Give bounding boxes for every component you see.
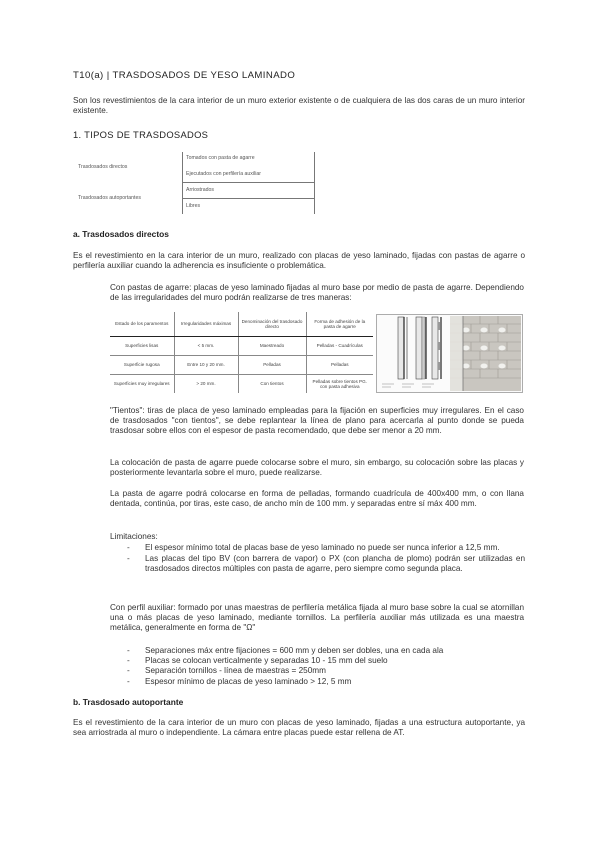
list-item	[127, 656, 525, 666]
list-item-text: El espesor mínimo total de placas base de yeso laminado no puede ser nunca inferior a 12,5 mm.	[145, 543, 500, 552]
table-cell: Pelladas - Cuadrículas	[306, 337, 373, 356]
list-item	[127, 543, 525, 553]
table-row	[110, 337, 373, 356]
table-cell: Maestreado	[238, 337, 306, 356]
list-item-text: Espesor mínimo de placas de yeso laminado > 12, 5 mm	[145, 676, 352, 686]
diagram-label-directos: Trasdosados directos	[78, 164, 128, 170]
diagram-vertical-rule-left	[182, 152, 183, 214]
table-row	[110, 375, 373, 394]
list-item	[127, 646, 525, 656]
table-cell: Pelladas sobre tientos PG. con pasta adhesiva	[312, 378, 367, 389]
dash-bullet: -	[127, 666, 130, 676]
directos-paragraph: Es el revestimiento en la cara interior de un muro, realizado con placas de yeso laminado, fijadas con pastas de agarre o perfilería auxiliar cuando la adherencia es insuficiente o problemática.	[73, 251, 525, 271]
pelladas-paragraph: La pasta de agarre podrá colocarse en forma de pelladas, formando cuadrícula de 400x400 mm, o con llana dentada, continúa, por tiras, este caso, de ancho mín de 100 mm. y separadas entre sí máx 400 mm.	[110, 489, 524, 509]
list-item-text: Las placas del tipo BV (con barrera de vapor) o PX (con plancha de plomo) podrán ser utilizadas en trasdosados directos múltiples con pasta de agarre, pero siempre como segunda placa.	[145, 554, 525, 574]
table-header-cell: Estado de los paramentos	[110, 312, 174, 337]
list-item-text: Separaciones máx entre fijaciones = 600 mm y deben ser dobles, una en cada ala	[145, 646, 444, 655]
diagram-vertical-rule-right	[314, 152, 315, 214]
diagram-divider-lower	[182, 198, 314, 199]
list-item-text: Separación tornillos - línea de maestras = 250mm	[145, 666, 326, 676]
diagram-label-perfileria: Ejecutados con perfilería auxiliar	[186, 171, 261, 177]
table-row	[110, 356, 373, 375]
trasdosado-illustration	[376, 314, 523, 393]
autoportante-paragraph: Es el revestimiento de la cara interior de un muro con placas de yeso laminado, fijadas a una estructura autoportante, ya sea arriostrada al muro o independiente. La cámara entre placas puede estar rellena de AT.	[73, 718, 525, 738]
tientos-paragraph: "Tientos": tiras de placa de yeso laminado empleadas para la fijación en superficies muy irregulares. En el caso de trasdosados "con tientos", se debe replantear la línea de plano para acercarla al punto donde se pueda trasdosar sobre ellos con el espesor de pasta recomendado, que debe ser menor a 20 mm.	[110, 406, 524, 436]
limitaciones-list	[127, 543, 525, 575]
diagram-label-autoportantes: Trasdosados autoportantes	[78, 195, 141, 201]
dash-bullet: -	[127, 554, 130, 564]
intro-paragraph: Son los revestimientos de la cara interior de un muro exterior existente o de cualquiera de las dos caras de un muro interior existente.	[73, 96, 525, 116]
diagram-label-arriostrados: Arriostrados	[186, 187, 214, 193]
table-header-cell: Irregularidades máximas	[174, 312, 238, 337]
subsection-heading-directos: a. Trasdosados directos	[73, 229, 169, 239]
diagram-label-libres: Libres	[186, 203, 201, 209]
dash-bullet: -	[127, 646, 130, 655]
table-cell: Pelladas	[306, 356, 373, 375]
dash-bullet: -	[127, 543, 130, 552]
table-cell: < 5 mm.	[174, 337, 238, 356]
table-cell: Entre 10 y 20 mm.	[174, 356, 238, 375]
table-cell: Con tientos	[238, 375, 306, 394]
page-title: T10(a) | TRASDOSADOS DE YESO LAMINADO	[73, 70, 296, 81]
brick-wall-photo	[450, 316, 521, 391]
dash-bullet: -	[127, 656, 130, 666]
colocacion-paragraph: La colocación de pasta de agarre puede colocarse sobre el muro, sin embargo, su colocación sobre las placas y posteriormente levantarla sobre el muro, puede realizarse.	[110, 458, 524, 478]
table-cell: Pelladas	[238, 356, 306, 375]
pasta-agarre-table	[110, 312, 373, 393]
perfil-paragraph: Con perfil auxiliar: formado por unas maestras de perfilería metálica fijada al muro base sobre la cual se atornillan una o más placas de yeso laminado, mediante tornillos. La perfilería auxiliar más utilizada es una maestra metálica, generalmente en forma de "Ω"	[110, 603, 524, 633]
table-header-cell: Denominación del trasdosado directo	[238, 312, 306, 337]
dash-bullet: -	[127, 676, 130, 686]
section-heading-tipos: 1. TIPOS DE TRASDOSADOS	[73, 129, 209, 140]
diagram-divider-mid	[182, 182, 314, 183]
perfil-list	[127, 646, 525, 687]
list-item	[127, 666, 525, 676]
diagram-label-pasta: Tomados con pasta de agarre	[186, 155, 255, 161]
pastas-paragraph: Con pastas de agarre: placas de yeso laminado fijadas al muro base por medio de pasta de agarre. Dependiendo de las irregularidades del muro podrán realizarse de tres maneras:	[110, 283, 524, 303]
table-header-cell: Forma de adhesión de la pasta de agarre	[306, 312, 373, 337]
limitaciones-heading: Limitaciones:	[110, 532, 158, 541]
table-cell: > 20 mm.	[174, 375, 238, 394]
list-item	[127, 677, 525, 687]
list-item-text: Placas se colocan verticalmente y separadas 10 - 15 mm del suelo	[145, 656, 388, 666]
table-cell: Superficies lisas	[110, 337, 174, 356]
list-item	[127, 554, 525, 574]
table-cell: Superficie rugosa	[110, 356, 174, 375]
subsection-heading-autoportante: b. Trasdosado autoportante	[73, 697, 184, 707]
table-cell: Superficies muy irregulares	[110, 375, 174, 394]
table-header-row	[110, 312, 373, 337]
